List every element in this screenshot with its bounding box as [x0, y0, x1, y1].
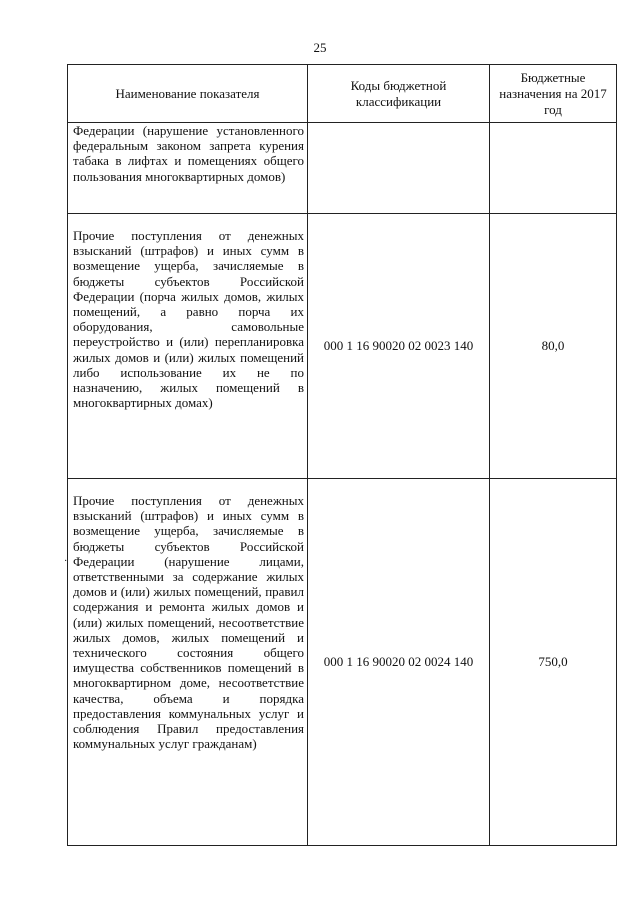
page-number: 25 [313, 40, 327, 55]
indicator-name-text: Федерации (нарушение установленного федеральным законом запрета курения табака в лифтах и помещениях общего пользования многоквартирных домов) [73, 123, 304, 184]
header-budget-codes: Коды бюджетной классификации [308, 65, 490, 123]
header-indicator-name: Наименование показателя [68, 65, 308, 123]
budget-code-cell: 000 1 16 90020 02 0023 140 [308, 214, 490, 479]
budget-amount-cell [490, 123, 617, 214]
budget-code-cell: 000 1 16 90020 02 0024 140 [308, 479, 490, 846]
budget-amount-cell: 750,0 [490, 479, 617, 846]
indicator-name-text: Прочие поступления от денежных взысканий (штрафов) и иных сумм в возмещение ущерба, зачисляемые в бюджеты субъектов Российской Федерации (порча жилых домов, жилых помещений, а равно порча их оборудования, самовольные переустройство и (или) перепланировка жилых домов и (или) жилых помещений либо использование их не по назначению, жилых помещений в многоквартирных домах) [73, 228, 304, 411]
indicator-name-text: Прочие поступления от денежных взысканий (штрафов) и иных сумм в возмещение ущерба, зачисляемые в бюджеты субъектов Российской Федерации (нарушение лицами, ответственными за содержание жилых домов и (или) жилых помещений, правил содержания и ремонта жилых домов и (или) жилых помещений, несоответствие жилых домов, жилых помещений и технического состояния общего имущества собственников помещений в многоквартирном доме, несоответствие качества, объема и порядка предоставления коммунальных услуг и соблюдения Правил предоставления коммунальных услуг гражданам) [73, 493, 304, 752]
indicator-name-cell [68, 479, 308, 846]
table-row [68, 479, 617, 846]
indicator-name-cell [68, 123, 308, 214]
budget-code-cell [308, 123, 490, 214]
header-budget-allocations: Бюджетные назначения на 2017 год [490, 65, 617, 123]
scan-dot: · [64, 556, 68, 567]
budget-amount-cell: 80,0 [490, 214, 617, 479]
indicator-name-cell [68, 214, 308, 479]
budget-table [67, 64, 617, 846]
table-header-row [68, 65, 617, 123]
table-row [68, 214, 617, 479]
table-row [68, 123, 617, 214]
